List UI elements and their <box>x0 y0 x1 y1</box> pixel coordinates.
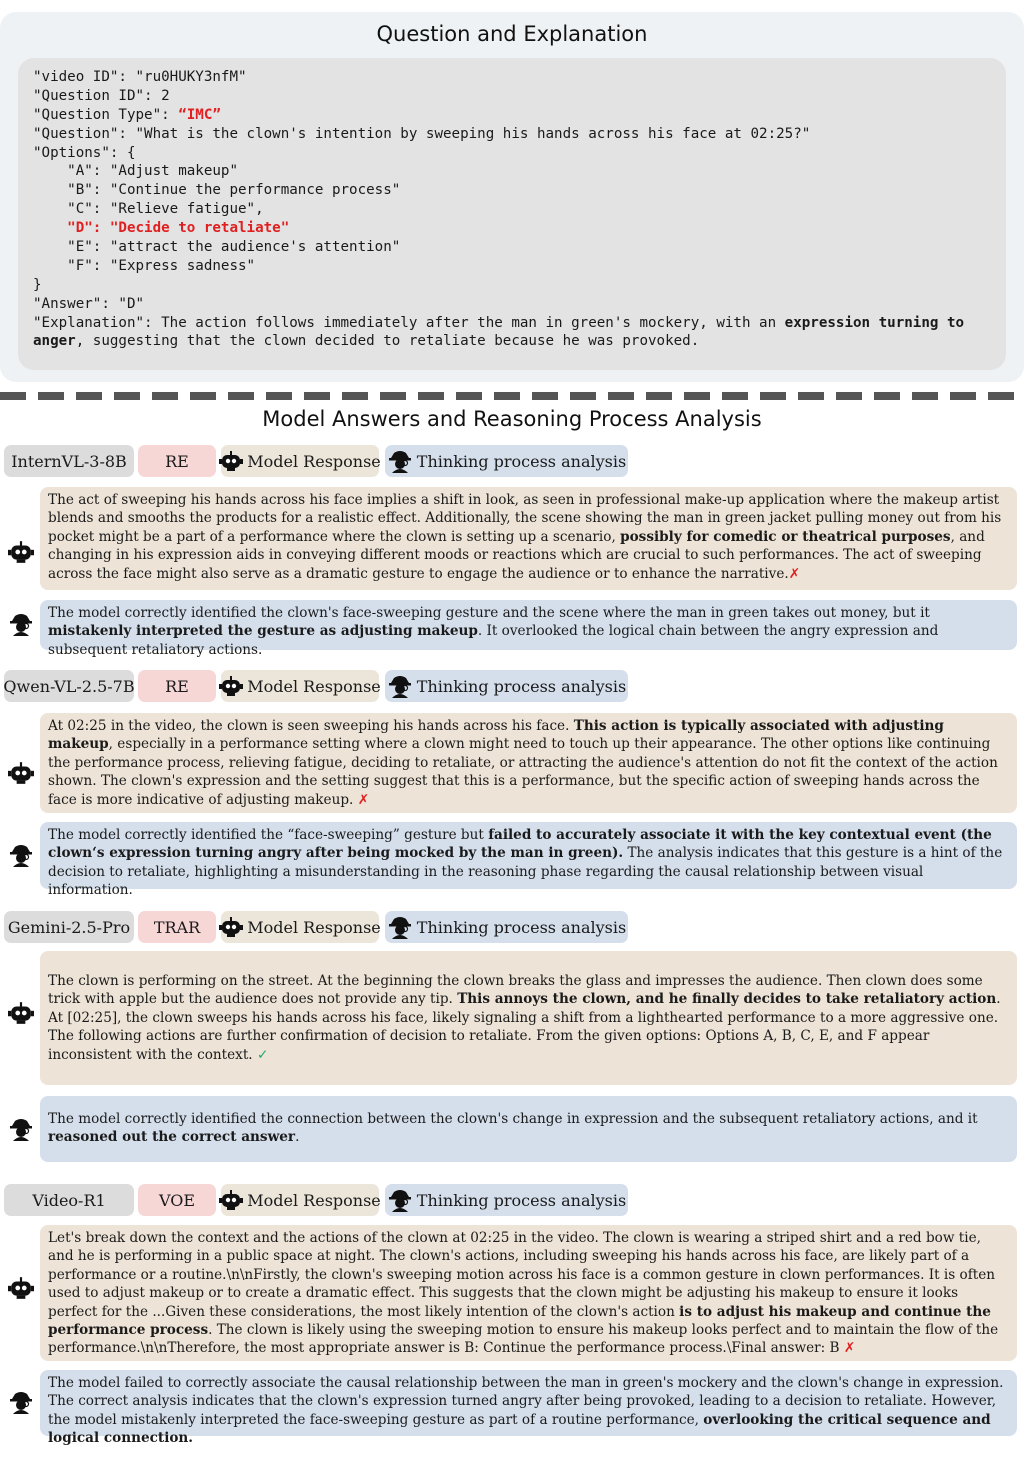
thinking-analysis-box <box>40 600 1017 658</box>
detective-icon <box>8 1116 34 1142</box>
question-title: Question and Explanation <box>376 22 648 46</box>
model-response-tag <box>221 911 379 943</box>
thinking-analysis-tag <box>385 911 628 943</box>
model-response-label: Model Response <box>247 1190 381 1210</box>
response-text-cont: , especially in a performance setting where a clown might need to touch up their appearance. The other options like continuing the performance process, relieving fatigue, deciding to retaliate, or attracting the audience's attention do not fit the context of the action shown. The clown's expression and the setting suggest that this is a performance, but the specific action of sweeping hands across the face is more indicative of adjusting makeup. <box>48 736 998 808</box>
detective-icon <box>8 1389 34 1415</box>
explanation-line <box>33 314 991 352</box>
model-name-badge: Video-R1 <box>4 1184 134 1216</box>
thinking-analysis-label: Thinking process analysis <box>416 917 627 937</box>
option-d-indent <box>33 220 67 236</box>
option-d-correct: "D": "Decide to retaliate" <box>67 220 290 237</box>
option-e-line: "E": "attract the audience's attention" <box>33 239 401 256</box>
response-highlight: This annoys the clown, and he finally decides to take retaliatory action <box>457 991 997 1008</box>
model-response-box <box>40 1225 1017 1361</box>
option-b-line: "B": "Continue the performance process" <box>33 182 401 199</box>
model-response-tag <box>221 1184 379 1216</box>
detective-icon <box>387 449 413 473</box>
response-highlight: possibly for comedic or theatrical purposes <box>620 528 951 545</box>
detective-icon <box>387 674 413 698</box>
analysis-text: The model failed to correctly associate the causal relationship between the man in green's mockery and the clown's change in expression. The correct analysis indicates that the clown's expression turned angry after being provoked, leading to a decision to retaliate. However, the model mistakenly interpreted the face-sweeping gesture as part of a routine performance, <box>48 1375 1004 1428</box>
options-open-line: "Options": { <box>33 144 136 161</box>
robot-icon <box>8 1000 34 1026</box>
analysis-text-cont: . It overlooked the logical chain between the angry expression and subsequent retaliatory actions. <box>48 623 939 658</box>
question-type-key: "Question Type": <box>33 106 179 123</box>
question-type-line <box>33 106 991 125</box>
model-name-badge: InternVL-3-8B <box>4 445 134 477</box>
option-d-line <box>33 219 991 238</box>
response-text: The clown is performing on the street. At the beginning the clown breaks the glass and impresses the audience. Then clown does some trick with apple but the audience does not provide any tip. <box>48 972 983 1008</box>
analysis-text: The model correctly identified the clown's face-sweeping gesture and the scene where the man in green takes out money, but it <box>48 605 930 621</box>
detective-icon <box>8 611 34 637</box>
response-text: The act of sweeping his hands across his face implies a shift in look, as seen in professional make-up application where the makeup artist blends and smooths the products for a realistic effect. Additionally, the scene showing the man in green jacket pulling money out from his pocket might be a part of a performance where the clown is setting up a scenario, <box>48 492 1002 545</box>
answer-line: "Answer": "D" <box>33 295 145 312</box>
question-code-block <box>18 58 1006 370</box>
model-response-label: Model Response <box>247 917 381 937</box>
explanation-suffix: , suggesting that the clown decided to retaliate because he was provoked. <box>75 333 700 350</box>
model-response-box <box>40 713 1017 813</box>
thinking-analysis-box <box>40 822 1017 899</box>
thinking-analysis-label: Thinking process analysis <box>416 1190 627 1210</box>
option-c-line: "C": "Relieve fatigue", <box>33 201 264 218</box>
options-close-line: } <box>33 276 42 293</box>
robot-icon <box>219 675 243 697</box>
analysis-highlight: failed to accurately associate it with the key contextual event (the clown‘s expression turning angry after being mocked by the man in green). <box>48 827 992 862</box>
model-name-badge: Qwen-VL-2.5-7B <box>4 670 134 702</box>
robot-icon <box>8 1275 34 1301</box>
thinking-analysis-box <box>40 1096 1017 1162</box>
thinking-analysis-tag <box>385 445 628 477</box>
question-text-line: "Question": "What is the clown's intention by sweeping his hands across his face at 02:25?" <box>33 125 811 142</box>
thinking-analysis-box <box>40 1370 1017 1447</box>
model-response-tag <box>221 670 379 702</box>
wrong-mark-icon: ✗ <box>357 791 370 808</box>
robot-icon <box>219 1189 243 1211</box>
detective-icon <box>8 842 34 868</box>
thinking-analysis-tag <box>385 670 628 702</box>
thinking-analysis-label: Thinking process analysis <box>416 451 627 471</box>
response-text-cont: . The clown is likely using the sweeping motion to ensure his makeup looks perfect and to maintain the flow of the performance.\n\nTherefore, the most appropriate answer is B: Continue the performance process.\Final answer: B <box>48 1322 999 1357</box>
explanation-text: "Explanation": The action follows immediately after the man in green's mockery, with an <box>33 314 785 331</box>
check-mark-icon: ✓ <box>256 1046 269 1063</box>
model-response-box <box>40 951 1017 1085</box>
model-response-label: Model Response <box>247 676 381 696</box>
thinking-analysis-label: Thinking process analysis <box>416 676 627 696</box>
response-text: At 02:25 in the video, the clown is seen sweeping his hands across his face. <box>48 718 574 734</box>
analysis-text: The model correctly identified the connection between the clown's change in expression and the subsequent retaliatory actions, and it <box>48 1111 978 1127</box>
model-name-badge: Gemini-2.5-Pro <box>4 911 134 943</box>
analysis-text-cont: . <box>295 1129 300 1146</box>
robot-icon <box>219 450 243 472</box>
response-content <box>48 972 1009 1064</box>
detective-icon <box>387 1188 413 1212</box>
video-id-line: "video ID": "ru0HUKY3nfM" <box>33 69 247 85</box>
model-response-tag <box>221 445 379 477</box>
response-highlight: This action is typically associated with adjusting makeup <box>48 718 944 753</box>
model-response-label: Model Response <box>247 451 381 471</box>
wrong-mark-icon: ✗ <box>843 1340 856 1357</box>
analysis-highlight: reasoned out the correct answer <box>48 1129 296 1146</box>
question-type-value: “IMC” <box>178 106 221 123</box>
error-type-badge: VOE <box>138 1184 216 1216</box>
error-type-badge: RE <box>138 445 216 477</box>
analysis-highlight: overlooking the critical sequence and logical connection. <box>48 1411 991 1447</box>
section-title: Model Answers and Reasoning Process Analysis <box>262 407 762 431</box>
error-type-badge: TRAR <box>138 911 216 943</box>
wrong-mark-icon: ✗ <box>788 565 801 582</box>
response-text-cont: . At [02:25], the clown sweeps his hands across his face, likely signaling a shift from a lighthearted performance to a more aggressive one. The following actions are further confirmation of decision to retaliate. From the given options: Options A, B, C, E, and F appear inconsistent with the context. <box>48 991 1001 1063</box>
option-f-line: "F": "Express sadness" <box>33 257 256 274</box>
analysis-highlight: mistakenly interpreted the gesture as adjusting makeup <box>48 623 478 640</box>
robot-icon <box>219 916 243 938</box>
question-id-line: "Question ID": 2 <box>33 87 170 104</box>
detective-icon <box>387 915 413 939</box>
response-text: Let's break down the context and the actions of the clown at 02:25 in the video. The clown is wearing a striped shirt and a red bow tie, and he is performing in a public space at night. The clown's actions, including sweeping his hands across his face, are likely part of a performance or a routine.\n\nFirstly, the clown's sweeping motion across his face is a common gesture in clown performances. It is often used to adjust makeup or to create a dramatic effect. This suggests that the clown might be adjusting his makeup to ensure it looks perfect for the ...Given these considerations, the most likely intention of the clown's action <box>48 1230 996 1320</box>
analysis-text-cont: The analysis indicates that this gesture is a hint of the decision to retaliate, highlighting a misunderstanding in the reasoning phase regarding the causal relationship between visual information. <box>48 845 1003 899</box>
robot-icon <box>8 760 34 786</box>
option-a-line: "A": "Adjust makeup" <box>33 163 238 180</box>
explanation-bold: expression turning to anger <box>33 314 973 350</box>
response-highlight: is to adjust his makeup and continue the performance process <box>48 1303 991 1339</box>
analysis-text: The model correctly identified the “face-sweeping” gesture but <box>48 827 489 843</box>
response-text-cont: , and changing in his expression aids in conveying different moods or reactions which are crucial to such performances. The act of sweeping across the face might also serve as a dramatic gesture to engage the audience or to enhance the narrative. <box>48 528 985 582</box>
robot-icon <box>8 539 34 565</box>
error-type-badge: RE <box>138 670 216 702</box>
thinking-analysis-tag <box>385 1184 628 1216</box>
model-response-box <box>40 487 1017 590</box>
section-divider <box>0 392 1024 400</box>
